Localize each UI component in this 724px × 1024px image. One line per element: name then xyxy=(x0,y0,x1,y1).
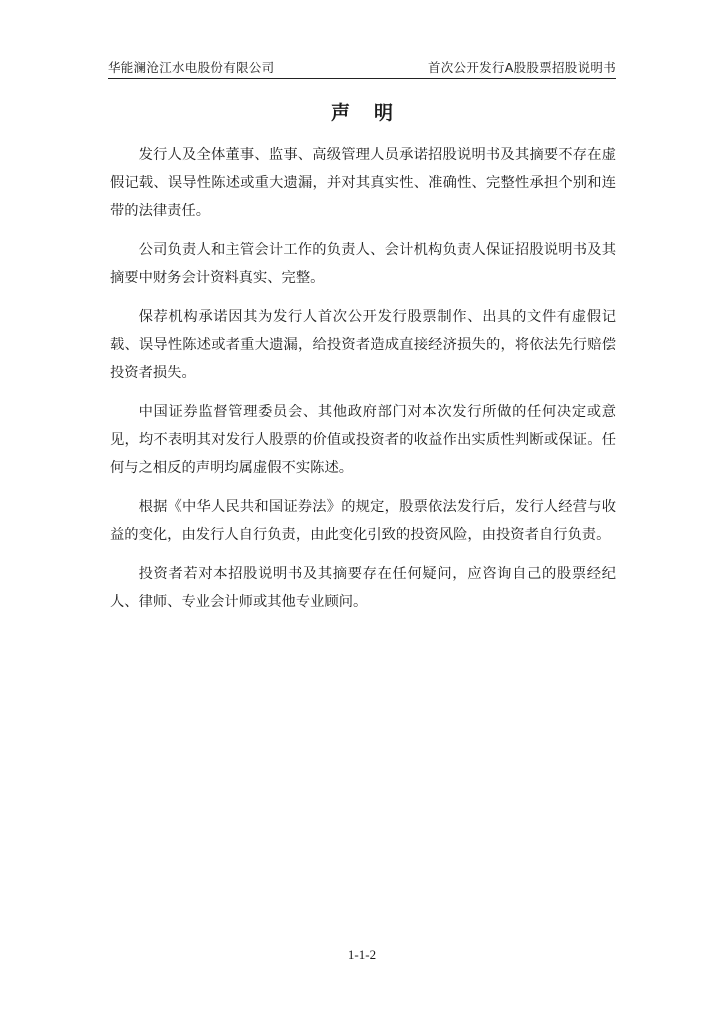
paragraph: 中国证券监督管理委员会、其他政府部门对本次发行所做的任何决定或意见，均不表明其对发行人股票的价值或投资者的收益作出实质性判断或保证。任何与之相反的声明均属虚假不实陈述。 xyxy=(110,404,616,476)
paragraph: 根据《中华人民共和国证券法》的规定，股票依法发行后，发行人经营与收益的变化，由发行人自行负责，由此变化引致的投资风险，由投资者自行负责。 xyxy=(110,499,616,543)
company-name: 华能澜沧江水电股份有限公司 xyxy=(108,60,275,75)
paragraph: 发行人及全体董事、监事、高级管理人员承诺招股说明书及其摘要不存在虚假记载、误导性陈述或重大遗漏，并对其真实性、准确性、完整性承担个别和连带的法律责任。 xyxy=(110,147,616,219)
page-title: 声明 xyxy=(330,102,417,124)
paragraph: 投资者若对本招股说明书及其摘要存在任何疑问，应咨询自己的股票经纪人、律师、专业会计师或其他专业顾问。 xyxy=(110,566,616,610)
page-header xyxy=(108,58,616,79)
declaration-body xyxy=(110,141,616,627)
paragraph: 公司负责人和主管会计工作的负责人、会计机构负责人保证招股说明书及其摘要中财务会计资料真实、完整。 xyxy=(110,242,616,286)
document-title: 首次公开发行A股股票招股说明书 xyxy=(427,60,616,75)
paragraph: 保荐机构承诺因其为发行人首次公开发行股票制作、出具的文件有虚假记载、误导性陈述或者重大遗漏，给投资者造成直接经济损失的，将依法先行赔偿投资者损失。 xyxy=(110,309,616,381)
page-number: 1-1-2 xyxy=(347,947,377,962)
